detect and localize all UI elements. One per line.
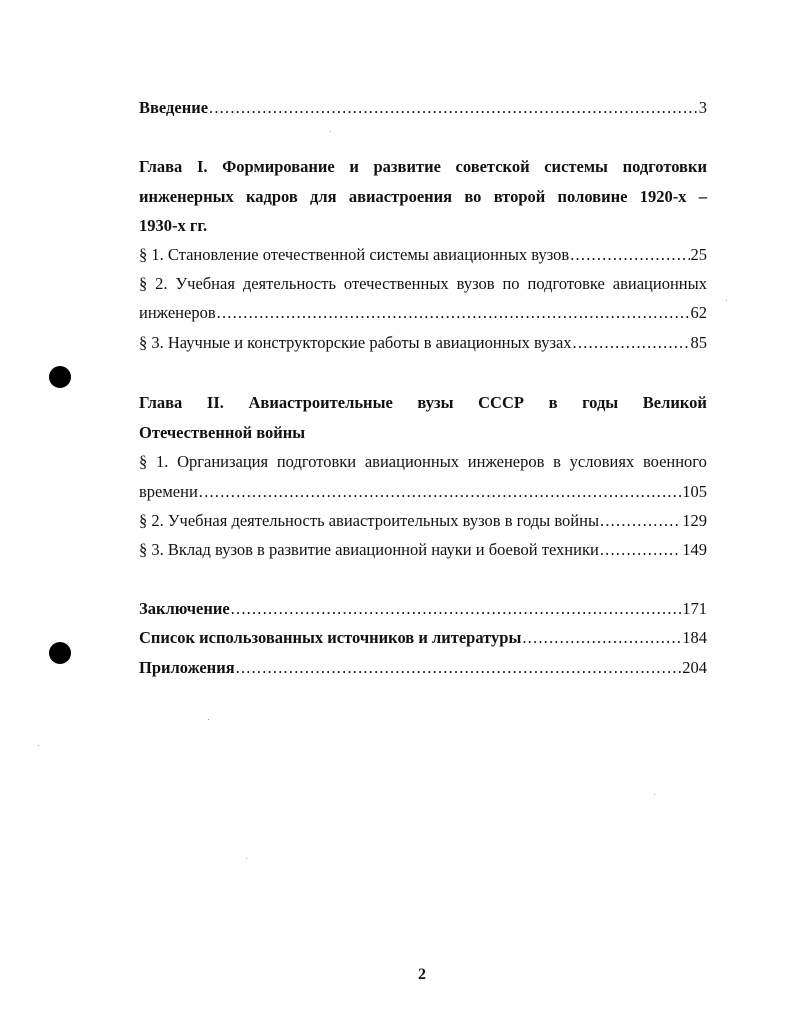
entry-word: авиационных <box>364 452 460 471</box>
toc-entry-page: 171 <box>682 599 707 618</box>
entry-word: § <box>139 452 148 471</box>
toc-entry-page: 184 <box>682 628 707 647</box>
toc-entry-ch2-s3 <box>139 535 707 564</box>
heading-word: системы <box>544 157 608 176</box>
dot-leader <box>209 93 698 122</box>
entry-word: по <box>502 274 520 293</box>
heading-word: 1920-х <box>639 187 687 206</box>
heading-word: и <box>349 157 359 176</box>
toc-entry-page: 129 <box>682 511 707 530</box>
toc-entry-ch2-s1-line-2 <box>139 477 707 506</box>
heading-word: инженерных <box>139 187 234 206</box>
entry-word: подготовки <box>276 452 357 471</box>
chapter-2-heading-line-1 <box>139 388 707 417</box>
toc-entry-page: 204 <box>682 658 707 677</box>
dot-leader <box>231 594 682 623</box>
scan-speck <box>38 745 39 746</box>
toc-entry-conclusion <box>139 594 707 623</box>
entry-word: военного <box>642 452 707 471</box>
entry-word: деятельность <box>242 274 336 293</box>
page-number: 2 <box>418 966 426 983</box>
dot-leader <box>570 240 689 269</box>
toc-entry-ch2-s1-line-1 <box>139 447 707 476</box>
toc-entry-title: инженеров <box>139 303 216 322</box>
dot-leader <box>199 477 681 506</box>
heading-word: второй <box>493 187 546 206</box>
heading-word: в <box>548 393 558 412</box>
entry-word: условиях <box>569 452 635 471</box>
scan-speck <box>208 719 209 720</box>
dot-leader <box>600 506 681 535</box>
heading-word: Формирование <box>222 157 335 176</box>
toc-entry-page: 85 <box>690 333 707 352</box>
toc-entry-title: § 2. Учебная деятельность авиастроительных вузов в годы войны <box>139 511 600 530</box>
toc-entry-ch1-s2-line-2 <box>139 298 707 327</box>
entry-word: отечественных <box>343 274 449 293</box>
toc-entry-page: 149 <box>682 540 707 559</box>
heading-word: вузы <box>417 393 454 412</box>
dot-leader <box>600 535 681 564</box>
entry-word: подготовке <box>527 274 605 293</box>
punch-hole-bottom <box>49 642 71 664</box>
entry-word: Организация <box>177 452 269 471</box>
toc-entry-ch1-s1 <box>139 240 707 269</box>
heading-word: Авиастроительные <box>248 393 393 412</box>
toc-entry-title: времени <box>139 482 198 501</box>
toc-entry-sources <box>139 623 707 652</box>
heading-word: II. <box>206 393 224 412</box>
toc-entry-title: Заключение <box>139 599 230 618</box>
toc-entry-appendices <box>139 653 707 682</box>
scan-speck <box>726 300 727 301</box>
toc-entry-title: Приложения <box>139 658 235 677</box>
toc-entry-ch1-s3 <box>139 328 707 357</box>
toc-entry-page: 105 <box>682 482 707 501</box>
punch-hole-top <box>49 366 71 388</box>
entry-word: инженеров <box>467 452 545 471</box>
dot-leader <box>217 298 690 327</box>
scan-speck <box>330 131 331 132</box>
toc-entry-intro <box>139 93 707 122</box>
heading-word: для <box>310 187 337 206</box>
toc-entry-ch2-s2 <box>139 506 707 535</box>
toc-entry-title: Введение <box>139 98 209 117</box>
toc-entry-title: § 1. Становление отечественной системы авиационных вузов <box>139 245 570 264</box>
chapter-1-heading-line-1 <box>139 152 707 181</box>
toc-entry-title: § 3. Научные и конструкторские работы в авиационных вузах <box>139 333 572 352</box>
heading-word: – <box>698 187 707 206</box>
toc-entry-page: 62 <box>690 303 707 322</box>
dot-leader <box>522 623 681 652</box>
toc-entry-title: § 3. Вклад вузов в развитие авиационной науки и боевой техники <box>139 540 599 559</box>
heading-word: подготовки <box>622 157 707 176</box>
dot-leader <box>573 328 690 357</box>
entry-word: авиационных <box>612 274 707 293</box>
heading-word: СССР <box>478 393 524 412</box>
heading-word: I. <box>196 157 208 176</box>
heading-word: кадров <box>246 187 298 206</box>
heading-word: советской <box>455 157 530 176</box>
dot-leader <box>236 653 682 682</box>
heading-word: развитие <box>373 157 441 176</box>
entry-word: вузов <box>456 274 495 293</box>
heading-word: во <box>464 187 482 206</box>
entry-word: 1. <box>155 452 169 471</box>
entry-word: в <box>553 452 561 471</box>
heading-word: Глава <box>139 393 183 412</box>
scan-speck <box>654 794 655 795</box>
entry-word: Учебная <box>175 274 235 293</box>
heading-word: Глава <box>139 157 183 176</box>
toc-entry-page: 3 <box>698 98 707 117</box>
entry-word: 2. <box>155 274 168 293</box>
toc-entry-ch1-s2-line-1 <box>139 269 707 298</box>
entry-word: § <box>139 274 148 293</box>
scan-speck <box>246 858 247 859</box>
toc-entry-page: 25 <box>690 245 707 264</box>
chapter-1-heading-line-3: 1930-х гг. <box>139 216 208 235</box>
heading-word: авиастроения <box>348 187 453 206</box>
heading-word: половине <box>557 187 628 206</box>
heading-word: годы <box>582 393 619 412</box>
heading-word: Великой <box>642 393 707 412</box>
toc-entry-title: Список использованных источников и литературы <box>139 628 522 647</box>
chapter-2-heading-line-2: Отечественной войны <box>139 423 306 442</box>
chapter-1-heading-line-2 <box>139 182 707 211</box>
